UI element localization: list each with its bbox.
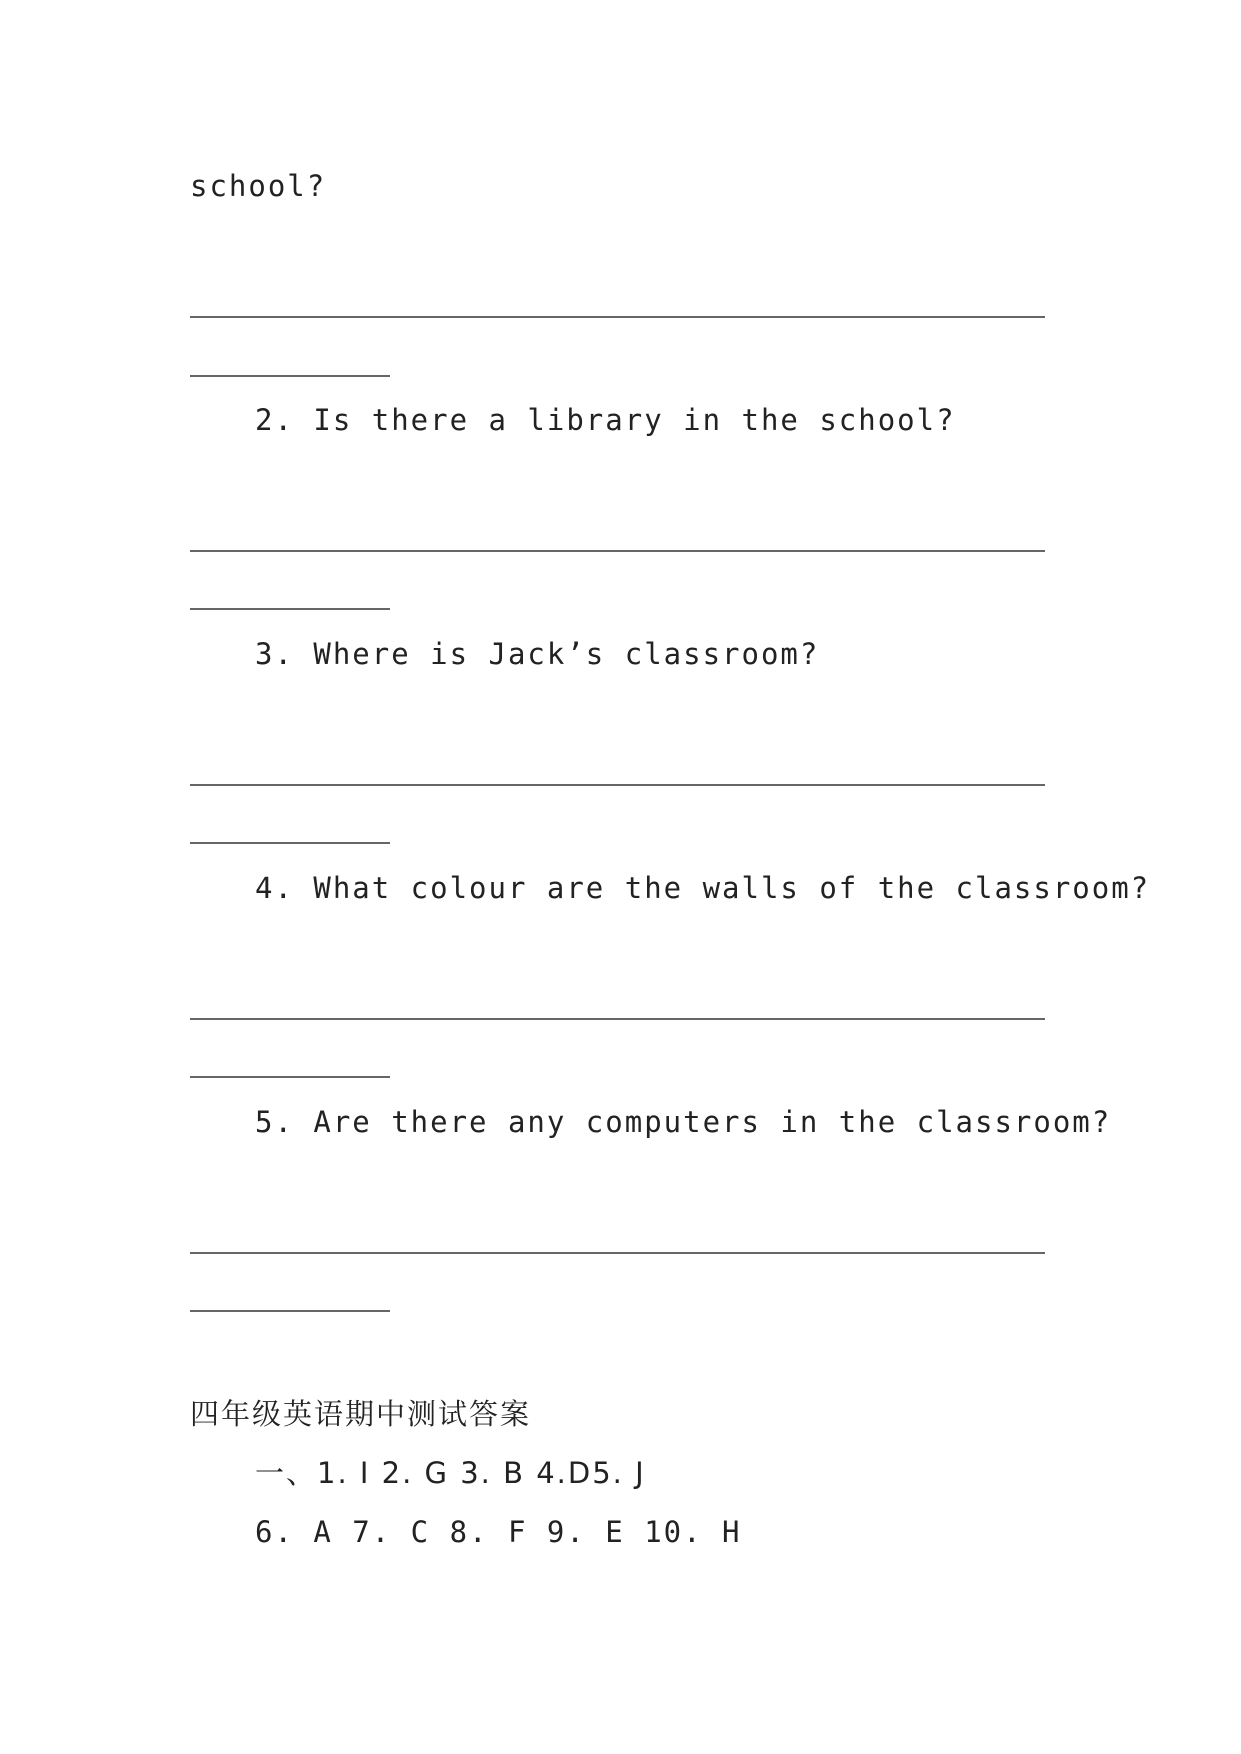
- answer-key-heading: 四年级英语期中测试答案: [190, 1397, 532, 1431]
- question-3: 3. Where is Jack’s classroom?: [255, 637, 820, 671]
- answer-line-5: [190, 1252, 1045, 1254]
- question-2: 2. Is there a library in the school?: [255, 403, 956, 437]
- answer-line-5-end: [190, 1310, 390, 1312]
- question-1-continuation: school?: [190, 169, 327, 203]
- answer-key-row-1: 一、1. I 2. G 3. B 4.D5. J: [255, 1456, 646, 1490]
- question-4: 4. What colour are the walls of the classroom?: [255, 871, 1151, 905]
- answer-key-row-2: 6. A 7. C 8. F 9. E 10. H: [255, 1515, 742, 1549]
- answer-line-1-end: [190, 375, 390, 377]
- answer-line-2-end: [190, 608, 390, 610]
- answer-line-4-end: [190, 1076, 390, 1078]
- answer-line-3-end: [190, 842, 390, 844]
- answer-line-4: [190, 1018, 1045, 1020]
- answer-line-2: [190, 550, 1045, 552]
- answer-line-3: [190, 784, 1045, 786]
- answer-line-1: [190, 316, 1045, 318]
- question-5: 5. Are there any computers in the classroom?: [255, 1105, 1112, 1139]
